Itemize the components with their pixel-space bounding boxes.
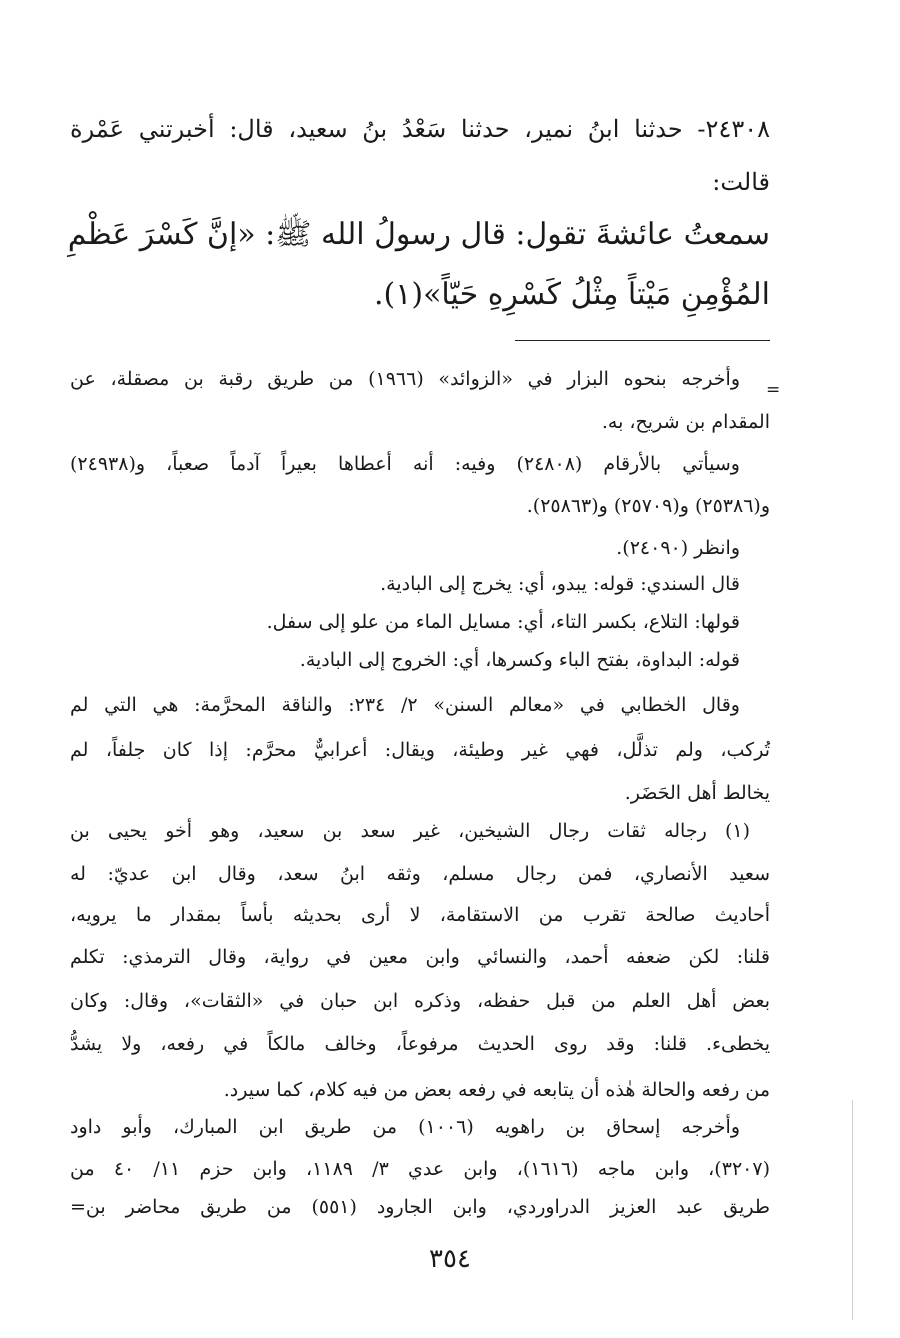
footnote-line: سعيد الأنصاري، فمن رجال مسلم، وثقه ابنُ سعد، وقال ابن عديّ: له	[70, 863, 770, 885]
continuation-mark: =	[766, 380, 781, 400]
footnote-line: وسيأتي بالأرقام (٢٤٨٠٨) وفيه: أنه أعطاها بعيراً آدماً صعباً، و(٢٤٩٣٨)	[70, 453, 740, 475]
footnote-line: يخطىء. قلنا: وقد روى الحديث مرفوعاً، وخالف مالكاً في رفعه، ولا يشدُّ	[70, 1033, 770, 1055]
footnote-line: وانظر (٢٤٠٩٠).	[616, 537, 740, 559]
hadith-text-line: المُؤْمِنِ مَيْتاً مِثْلُ كَسْرِهِ حَيّاً»(١).	[373, 277, 770, 312]
footnote-line: من رفعه والحالة هٰذه أن يتابعه في رفعه بعض من فيه كلام، كما سيرد.	[223, 1079, 770, 1101]
footnote-line: (١) رجاله ثقات رجال الشيخين، غير سعد بن سعيد، وهو أخو يحيى بن	[70, 820, 750, 842]
page-edge-line	[852, 1100, 853, 1320]
page-number: ٣٥٤	[429, 1244, 471, 1274]
footnote-line: بعض أهل العلم من قبل حفظه، وذكره ابن حبان في «الثقات»، وقال: وكان	[70, 990, 770, 1012]
main-text-line: ٢٤٣٠٨- حدثنا ابنُ نمير، حدثنا سَعْدُ بنُ سعيد، قال: أخبرتني عَمْرة	[70, 115, 770, 143]
footnote-line: أحاديث صالحة تقرب من الاستقامة، لا أرى بحديثه بأساً بمقدار ما يرويه،	[70, 904, 770, 926]
footnote-line: وأخرجه بنحوه البزار في «الزوائد» (١٩٦٦) من طريق رقبة بن مصقلة، عن	[70, 368, 740, 390]
footnote-line: طريق عبد العزيز الدراوردي، وابن الجارود (٥٥١) من طريق محاضر بن=	[70, 1196, 770, 1218]
footnote-line: قولها: التلاع، بكسر التاء، أي: مسايل الماء من علو إلى سفل.	[266, 611, 740, 633]
footnote-line: قوله: البداوة، بفتح الباء وكسرها، أي: الخروج إلى البادية.	[299, 649, 740, 671]
footnote-line: وأخرجه إسحاق بن راهويه (١٠٠٦) من طريق ابن المبارك، وأبو داود	[70, 1116, 740, 1138]
main-text-line: قالت:	[712, 168, 770, 196]
hadith-text-line: سمعتُ عائشةَ تقول: قال رسولُ الله ﷺ: «إنَّ كَسْرَ عَظْمِ	[67, 217, 770, 252]
footnote-line: يخالط أهل الحَضَر.	[624, 782, 770, 804]
footnote-line: قال السندي: قوله: يبدو، أي: يخرج إلى البادية.	[380, 573, 740, 595]
footnote-line: (٣٢٠٧)، وابن ماجه (١٦١٦)، وابن عدي ٣/ ١١٨٩، وابن حزم ١١/ ٤٠ من	[70, 1158, 770, 1180]
footnote-line: و(٢٥٣٨٦) و(٢٥٧٠٩) و(٢٥٨٦٣).	[526, 495, 770, 517]
footnote-line: تُركب، ولم تذلَّل، فهي غير وطيئة، ويقال: أعرابيٌّ محرَّم: إذا كان جلفاً، لم	[70, 739, 770, 761]
footnote-line: وقال الخطابي في «معالم السنن» ٢/ ٢٣٤: والناقة المحرَّمة: هي التي لم	[70, 694, 740, 716]
footnote-separator	[515, 340, 770, 341]
footnote-line: قلنا: لكن ضعفه أحمد، والنسائي وابن معين في رواية، وقال الترمذي: تكلم	[70, 946, 770, 968]
footnote-line: المقدام بن شريح، به.	[601, 411, 770, 433]
